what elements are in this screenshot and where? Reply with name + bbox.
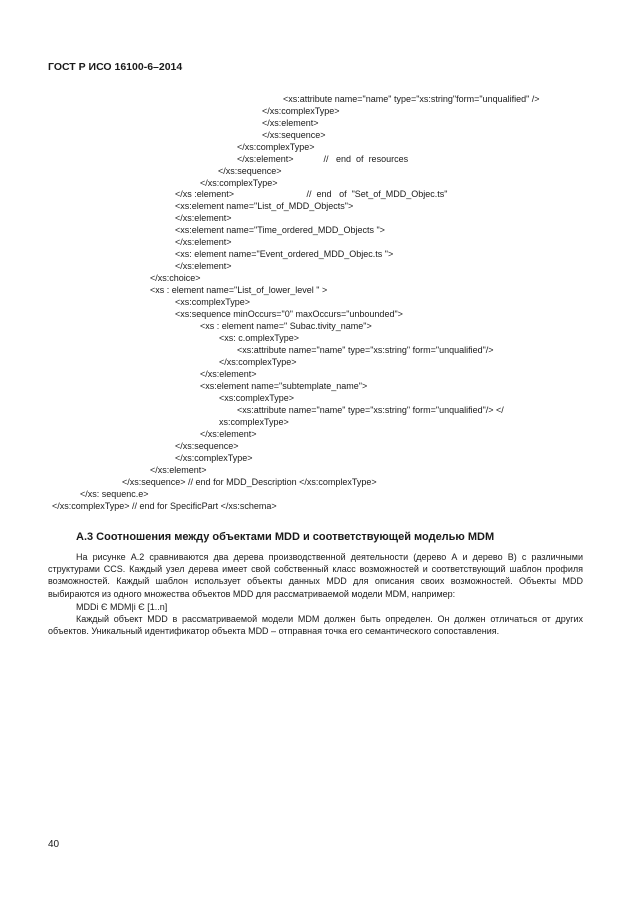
document-header: ГОСТ Р ИСО 16100-6–2014 (48, 61, 183, 73)
section-heading: А.3 Соотношения между объектами MDD и соответствующей моделью MDM (76, 531, 495, 543)
code-line: <xs:element name="List_of_MDD_Objects"> (175, 201, 354, 211)
code-line: <xs: c.omplexType> (219, 333, 300, 343)
formula-line: MDDi Є MDM|i Є [1..n] (76, 602, 168, 612)
code-line: </xs:element> (200, 369, 257, 379)
code-line: xs:complexType> (219, 417, 289, 427)
code-line: </xs:element> (175, 261, 232, 271)
code-line: <xs:element name="Time_ordered_MDD_Objects "> (175, 225, 385, 235)
page-number: 40 (48, 839, 60, 850)
code-line: </xs:complexType> (200, 178, 278, 188)
code-line: </xs:complexType> (237, 142, 315, 152)
code-line: </xs:element> (175, 213, 232, 223)
code-line: <xs : element name=" Subac.tivity_name"> (200, 321, 372, 331)
code-line: <xs:element name="subtemplate_name"> (200, 381, 368, 391)
code-line: </xs:sequence> // end for MDD_Description </xs:complexType> (122, 477, 377, 487)
code-line: </xs:complexType> (262, 106, 340, 116)
code-line: <xs:complexType> (175, 297, 251, 307)
code-line: </xs:element> // end of resources (237, 154, 409, 164)
code-line: <xs:attribute name="name" type="xs:string" form="unqualified"/> </ (237, 405, 504, 415)
code-line: <xs:attribute name="name" type="xs:string" form="unqualified"/> (237, 345, 494, 355)
body-paragraph: На рисунке А.2 сравниваются два дерева производственной деятельности (дерево А и дерево В) с различными структурами CCS. Каждый узел дерева имеет свой собственный класс возможностей и соответствующий шаблон профиля возможностей. Каждый шаблон использует объекты данных MDD для описания своих возможностей. Объекты MDD выбираются из одного множества объектов MDD для рассматриваемой модели MDM, например: (48, 552, 583, 599)
code-line: </xs:element> (200, 429, 257, 439)
code-line: </xs:element> (150, 465, 207, 475)
code-line: </xs:sequence> (175, 441, 239, 451)
code-line: <xs:attribute name="name" type="xs:string"form="unqualified" /> (283, 94, 540, 104)
code-line: <xs:sequence minOccurs="0" maxOccurs="unbounded"> (175, 309, 403, 319)
code-line: </xs: sequenc.e> (80, 489, 149, 499)
code-line: </xs:choice> (150, 273, 201, 283)
code-line: </xs:sequence> (262, 130, 326, 140)
code-line: </xs:complexType> // end for SpecificPart </xs:schema> (52, 501, 277, 511)
body-paragraph: Каждый объект MDD в рассматриваемой модели MDM должен быть определен. Он должен отличаться от других объектов. Уникальный идентификатор объекта MDD – отправная точка его семантического сопоставления. (48, 614, 583, 637)
code-line: </xs:complexType> (175, 453, 253, 463)
code-line: </xs:element> (175, 237, 232, 247)
code-line: </xs:element> (262, 118, 319, 128)
code-line: </xs:complexType> (219, 357, 297, 367)
code-line: </xs:sequence> (218, 166, 282, 176)
code-line: <xs:complexType> (219, 393, 295, 403)
code-line: <xs : element name="List_of_lower_level " > (150, 285, 328, 295)
code-line: </xs :element> // end of "Set_of_MDD_Objec.ts" (175, 189, 448, 199)
code-line: <xs: element name="Event_ordered_MDD_Objec.ts "> (175, 249, 394, 259)
